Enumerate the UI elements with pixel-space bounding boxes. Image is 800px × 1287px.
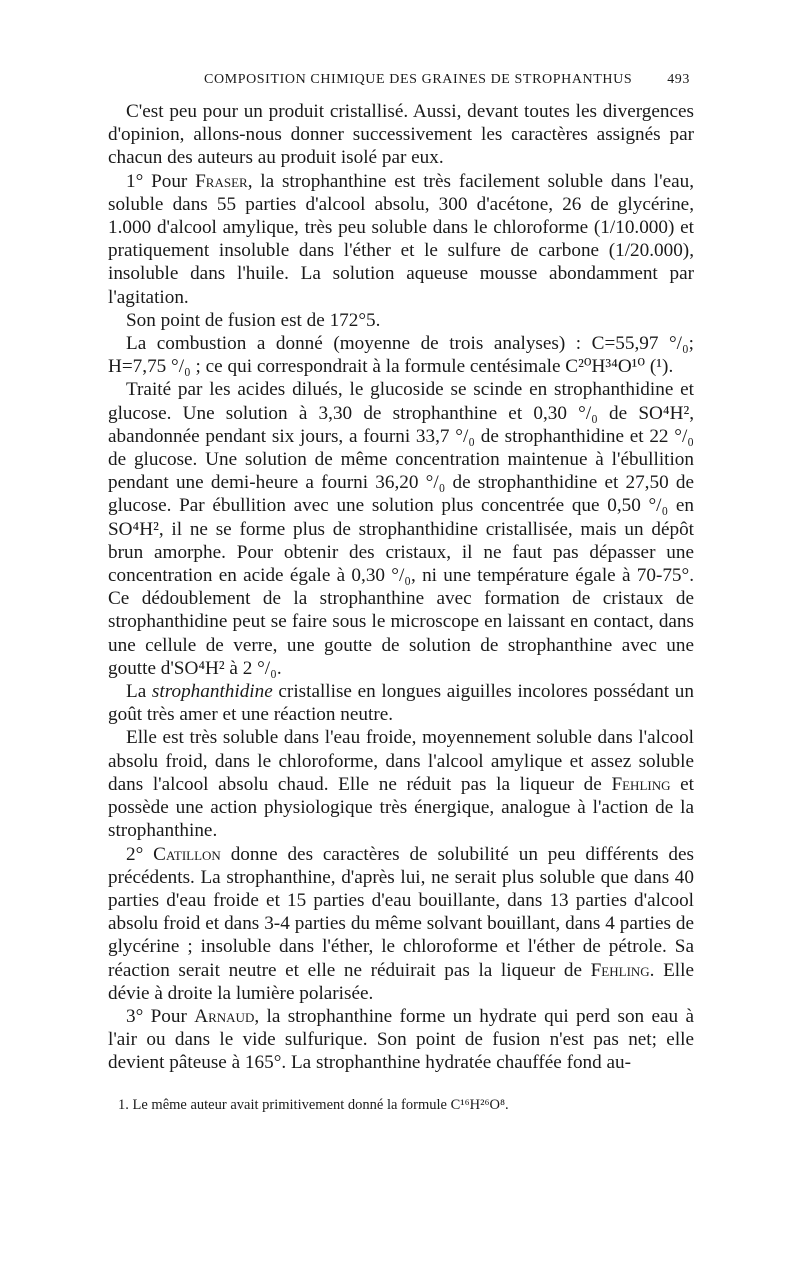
- author-name: Fehling: [590, 959, 650, 981]
- paragraph-lead: 1° Pour: [126, 170, 196, 192]
- paragraph-lead: 3° Pour: [126, 1005, 195, 1027]
- page-number: 493: [667, 72, 690, 87]
- paragraph-text: , la strophanthine forme un hydrate qui perd son eau à l'air ou dans le vide sulfurique. Son point de fusion n'est pas net; elle devient pâteuse à 165°. La strophanthine hydratée chauffée fond au-: [108, 1005, 694, 1074]
- author-name: Arnaud: [194, 1005, 255, 1027]
- author-name: Catillon: [153, 843, 221, 865]
- paragraph-lead: La: [126, 681, 152, 703]
- footnote: 1. Le même auteur avait primitivement donné la formule C¹⁶H²⁶O⁸.: [118, 1097, 509, 1113]
- paragraph: [108, 726, 694, 842]
- body-text: [108, 100, 694, 1075]
- paragraph-lead: 2°: [126, 843, 154, 865]
- paragraph: C'est peu pour un produit cristallisé. Aussi, devant toutes les divergences d'opinion, allons-nous donner successivement les caractères assignés par chacun des auteurs au produit isolé par eux.: [108, 101, 694, 169]
- paragraph: [108, 170, 694, 309]
- paragraph: [108, 1005, 694, 1075]
- paragraph-text: , la strophanthine est très facilement soluble dans l'eau, soluble dans 55 parties d'alcool absolu, 300 d'acétone, 26 de glycérine, 1.000 d'alcool amylique, très peu soluble dans le chloroforme (1/10.000) et pratiquement insoluble dans l'éther et le sulfure de carbone (1/20.000), insoluble dans l'huile. La solution aqueuse mousse abondamment par l'agitation.: [108, 170, 694, 308]
- paragraph-text: et possède une action physiologique très énergique, analogue à l'action de la strophanthine.: [108, 773, 694, 842]
- paragraph: La combustion a donné (moyenne de trois analyses) : C=55,97 °/₀; H=7,75 °/₀ ; ce qui correspondrait à la formule centésimale C²⁰H³⁴O¹⁰ (¹).: [108, 333, 694, 378]
- paragraph: Son point de fusion est de 172°5.: [126, 309, 381, 331]
- paragraph-text: cristallise en longues aiguilles incolores possédant un goût très amer et une réaction neutre.: [108, 681, 694, 726]
- italic-term: strophanthidine: [151, 681, 273, 703]
- running-head: [108, 72, 690, 96]
- author-name: Fehling: [611, 773, 671, 795]
- paragraph: [108, 843, 694, 1005]
- author-name: Fraser: [195, 170, 248, 192]
- paragraph-text: . Elle dévie à droite la lumière polarisée.: [108, 959, 694, 1004]
- paragraph-text: donne des caractères de solubilité un peu différents des précédents. La strophanthine, d'après lui, ne serait plus soluble que dans 40 parties d'eau froide et 15 parties d'eau bouillante, dans 13 parties d'alcool absolu froid et dans 3-4 parties du même solvant bouillant, dans 4 parties de glycérine ; insoluble dans l'éther, le chloroforme et l'éther de pétrole. Sa réaction serait neutre et elle ne réduirait pas la liqueur de: [108, 843, 694, 981]
- running-head-title: COMPOSITION CHIMIQUE DES GRAINES DE STROPHANTHUS: [204, 72, 633, 87]
- paragraph-text: Elle est très soluble dans l'eau froide, moyennement soluble dans l'alcool absolu froid, dans le chloroforme, dans l'alcool amylique et assez soluble dans l'alcool absolu chaud. Elle ne réduit pas la liqueur de: [108, 727, 694, 795]
- paragraph: [108, 680, 694, 726]
- paragraph: Traité par les acides dilués, le glucoside se scinde en strophanthidine et glucose. Une solution à 3,30 de strophanthine et 0,30 °/₀ de SO⁴H², abandonnée pendant six jours, a fourni 33,7 °/₀ de strophanthidine et 22 °/₀ de glucose. Une solution de même concentration maintenue à l'ébullition pendant une demi-heure a fourni 36,20 °/₀ de strophanthidine et 27,50 de glucose. Par ébullition avec une solution plus concentrée que 0,50 °/₀ en SO⁴H², il ne se forme plus de strophanthidine cristallisée, mais un dépôt brun amorphe. Pour obtenir des cristaux, il ne faut pas dépasser une concentration en acide égale à 0,30 °/₀, ni une température égale à 70-75°. Ce dédoublement de la strophanthine avec formation de cristaux de strophanthidine peut se faire sous le microscope en laissant en contact, dans une cellule de verre, une goutte de solution de strophanthine avec une goutte d'SO⁴H² à 2 °/₀.: [108, 379, 694, 679]
